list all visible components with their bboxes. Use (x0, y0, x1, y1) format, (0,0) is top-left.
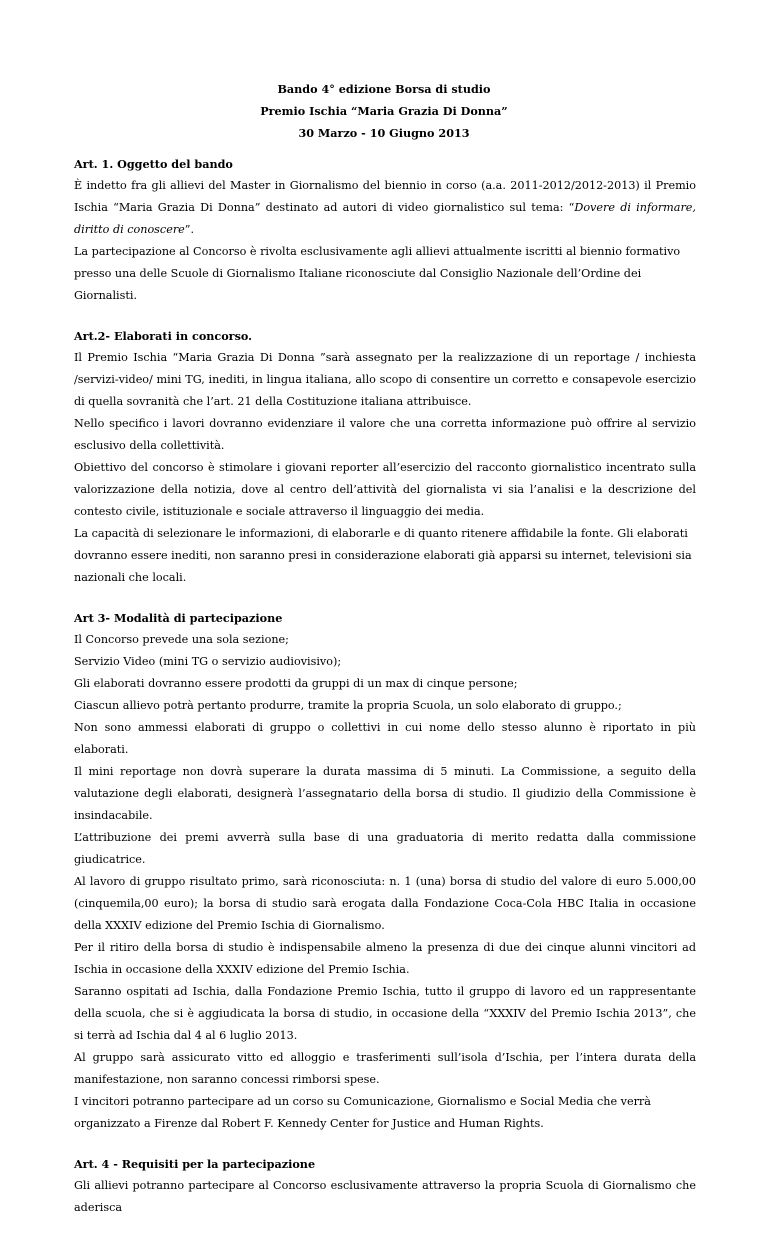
article-1 (74, 153, 696, 307)
article-2-paragraph: Nello specifico i lavori dovranno evidenziare il valore che una corretta informazione può offrire al servizio esclusivo della collettività. (74, 417, 696, 452)
article-3-title: Art 3- Modalità di partecipazione (74, 611, 283, 625)
article-3-line: Non sono ammessi elaborati di gruppo o collettivi in cui nome dello stesso alunno è riportato in più elaborati. (74, 721, 696, 756)
article-2-paragraph: Il Premio Ischia “Maria Grazia Di Donna ”sarà assegnato per la realizzazione di un reportage / inchiesta /servizi-video/ mini TG, inediti, in lingua italiana, allo scopo di consentire un corretto e consapevole esercizio di quella sovranità che l’art. 21 della Costituzione italiana attribuisce. (74, 351, 696, 408)
document-header (0, 78, 768, 144)
article-3-line: Gli elaborati dovranno essere prodotti da gruppi di un max di cinque persone; (74, 677, 518, 690)
article-3-line: Il Concorso prevede una sola sezione; (74, 633, 289, 646)
article-3-line: Il mini reportage non dovrà superare la durata massima di 5 minuti. La Commissione, a seguito della valutazione degli elaborati, designerà l’assegnatario della borsa di studio. Il giudizio della Commissione è insindacabile. (74, 765, 696, 822)
article-1-paragraph: La partecipazione al Concorso è rivolta esclusivamente agli allievi attualmente iscritti al biennio formativo presso una delle Scuole di Giornalismo Italiane riconosciute dal Consiglio Nazionale dell’Ordine dei Giornalisti. (74, 245, 681, 302)
article-3 (74, 607, 696, 1135)
article-2 (74, 325, 696, 589)
header-title: Bando 4° edizione Borsa di studio (277, 82, 491, 96)
article-4-paragraph: Gli allievi potranno partecipare al Concorso esclusivamente attraverso la propria Scuola di Giornalismo che aderisca (74, 1179, 696, 1214)
article-2-title: Art.2- Elaborati in concorso. (74, 329, 253, 343)
article-1-text: È indetto fra gli allievi del Master in Giornalismo del biennio in corso (a.a. 2011-2012/2012-2013) il Premio Ischia “Maria Grazia Di Donna” destinato ad autori di video giornalistico sul tema: “ (74, 179, 696, 214)
article-3-line: Al lavoro di gruppo risultato primo, sarà riconosciuta: n. 1 (una) borsa di studio del valore di euro 5.000,00 (cinquemila,00 euro); la borsa di studio sarà erogata dalla Fondazione Coca-Cola HBC Italia in occasione della XXXIV edizione del Premio Ischia di Giornalismo. (74, 875, 696, 932)
article-1-title: Art. 1. Oggetto del bando (74, 157, 233, 171)
article-3-line: I vincitori potranno partecipare ad un corso su Comunicazione, Giornalismo e Social Media che verrà organizzato a Firenze dal Robert F. Kennedy Center for Justice and Human Rights. (74, 1095, 651, 1130)
article-3-line: Per il ritiro della borsa di studio è indispensabile almeno la presenza di due dei cinque alunni vincitori ad Ischia in occasione della XXXIV edizione del Premio Ischia. (74, 941, 696, 976)
article-4 (74, 1153, 696, 1219)
article-3-line: Saranno ospitati ad Ischia, dalla Fondazione Premio Ischia, tutto il gruppo di lavoro ed un rappresentante della scuola, che si è aggiudicata la borsa di studio, in occasione della “XXXIV del Premio Ischia 2013”, che si terrà ad Ischia dal 4 al 6 luglio 2013. (74, 985, 696, 1042)
article-1-text-end: ”. (184, 223, 195, 236)
article-3-line: L’attribuzione dei premi avverrà sulla base di una graduatoria di merito redatta dalla commissione giudicatrice. (74, 831, 696, 866)
article-4-title: Art. 4 - Requisiti per la partecipazione (74, 1157, 316, 1171)
document-body (74, 153, 696, 1237)
article-2-paragraph: La capacità di selezionare le informazioni, di elaborarle e di quanto ritenere affidabile la fonte. Gli elaborati dovranno essere inediti, non saranno presi in considerazione elaborati già apparsi su internet, televisioni sia nazionali che locali. (74, 527, 692, 584)
article-1-theme: Dovere di informare, diritto di conoscere (74, 201, 696, 236)
article-1-paragraph (74, 175, 696, 241)
article-2-paragraph: Obiettivo del concorso è stimolare i giovani reporter all’esercizio del racconto giornalistico incentrato sulla valorizzazione della notizia, dove al centro dell’attività del giornalista vi sia l’analisi e la descrizione del contesto civile, istituzionale e sociale attraverso il linguaggio dei media. (74, 461, 696, 518)
header-subtitle: Premio Ischia “Maria Grazia Di Donna” (260, 104, 508, 118)
header-dates: 30 Marzo - 10 Giugno 2013 (298, 126, 470, 140)
article-3-line: Servizio Video (mini TG o servizio audiovisivo); (74, 655, 342, 668)
article-3-line: Ciascun allievo potrà pertanto produrre, tramite la propria Scuola, un solo elaborato di gruppo.; (74, 699, 622, 712)
article-3-line: Al gruppo sarà assicurato vitto ed alloggio e trasferimenti sull’isola d’Ischia, per l’intera durata della manifestazione, non saranno concessi rimborsi spese. (74, 1051, 696, 1086)
